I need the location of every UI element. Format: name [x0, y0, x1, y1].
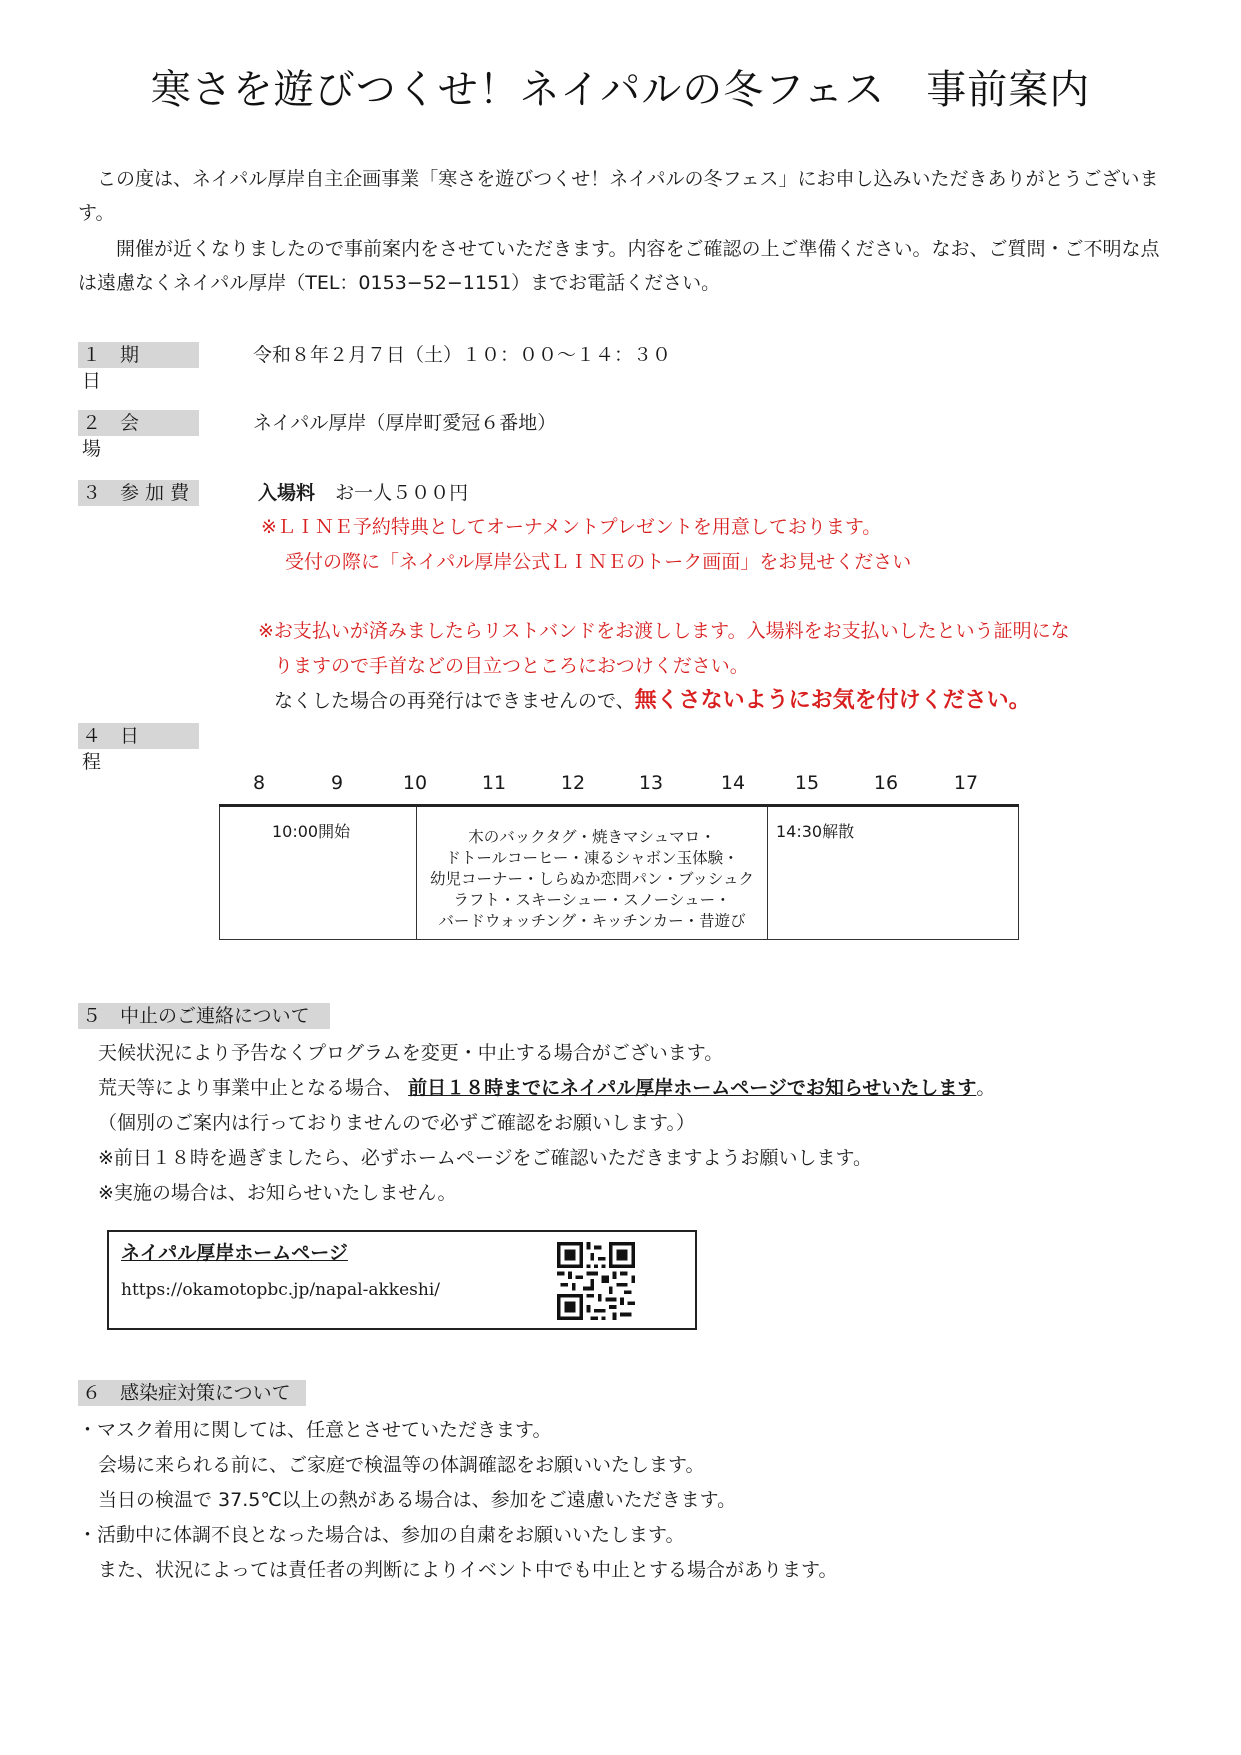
fee-note-line-5 — [274, 686, 1031, 716]
cancel-line-5: ※実施の場合は、お知らせいたしません。 — [98, 1182, 457, 1204]
homepage-url-link[interactable]: https://okamotopbc.jp/napal-akkeshi/ — [121, 1280, 440, 1300]
cancel-line-1: 天候状況により予告なくプログラムを変更・中止する場合がございます。 — [98, 1042, 724, 1064]
activity-line: ラフト・スキーシュー・スノーシュー・ — [453, 891, 731, 909]
schedule-table — [219, 772, 1019, 942]
cancel-line-2 — [98, 1073, 995, 1103]
hour-label: 17 — [953, 772, 979, 794]
fee-line — [258, 480, 468, 506]
schedule-cell-end — [767, 807, 1019, 940]
fee-note-5-text: なくした場合の再発行はできませんので、 — [274, 690, 635, 712]
activity-line: 木のバックタグ・焼きマシュマロ・ — [468, 828, 716, 846]
fee-note-line-4: りますので手首などの目立つところにおつけください。 — [274, 655, 749, 677]
fee-note-line-1: ※ＬＩＮＥ予約特典としてオーナメントプレゼントを用意しております。 — [261, 516, 882, 538]
infection-line-3: 当日の検温で 37.5℃以上の熱がある場合は、参加をご遠慮いただきます。 — [98, 1489, 737, 1511]
date-value: 令和８年２月７日（土）１０：００〜１４：３０ — [253, 344, 672, 366]
hour-label: 8 — [252, 772, 266, 794]
cancel-line-4: ※前日１８時を過ぎましたら、必ずホームページをご確認いただきますようお願いします。 — [98, 1147, 873, 1169]
intro-paragraph-2: 開催が近くなりましたので事前案内をさせていただきます。内容をご確認の上ご準備ください。なお、ご質問・ご不明な点は遠慮なくネイパル厚岸（TEL：0153−52−1151）までお電話ください。 — [78, 238, 1160, 294]
cancel-line-3: （個別のご案内は行っておりませんので必ずご確認をお願いします。） — [98, 1112, 695, 1134]
cancel-line-2-period: 。 — [976, 1077, 996, 1099]
infection-line-5: また、状況によっては責任者の判断によりイベント中でも中止とする場合があります。 — [98, 1559, 838, 1581]
hour-label: 12 — [560, 772, 586, 794]
section-label-fee: ３ 参 加 費 — [78, 480, 199, 506]
activity-line: 幼児コーナー・しらぬか恋問パン・ブッシュク — [429, 870, 755, 888]
fee-note-5-emphasis: 無くさないようにお気を付けください。 — [634, 688, 1031, 713]
schedule-cell-start — [219, 807, 417, 940]
page-title: 寒さを遊びつくせ！ネイパルの冬フェス 事前案内 — [150, 67, 1091, 113]
infection-line-1: ・マスク着用に関しては、任意とさせていただきます。 — [78, 1419, 552, 1441]
section-label-cancel: ５ 中止のご連絡について — [78, 1003, 330, 1029]
activity-line: バードウォッチング・キッチンカー・昔遊び — [438, 912, 746, 930]
qr-code-icon[interactable] — [557, 1242, 635, 1320]
hour-label: 15 — [794, 772, 820, 794]
homepage-box — [107, 1230, 697, 1330]
hour-label: 11 — [481, 772, 507, 794]
infection-line-4: ・活動中に体調不良となった場合は、参加の自粛をお願いいたします。 — [78, 1524, 685, 1546]
schedule-cell-activities — [416, 807, 768, 940]
fee-note-line-2: 受付の際に「ネイパル厚岸公式ＬＩＮＥのトーク画面」をお見せください — [285, 551, 912, 573]
fee-name: 入場料 — [258, 482, 316, 504]
infection-line-2: 会場に来られる前に、ご家庭で検温等の体調確認をお願いいたします。 — [98, 1454, 705, 1476]
cancel-line-2-emphasis: 前日１８時までにネイパル厚岸ホームページでお知らせいたします — [408, 1077, 977, 1099]
schedule-end-text: 14:30解散 — [776, 822, 855, 841]
intro-paragraph-1: この度は、ネイパル厚岸自主企画事業「寒さを遊びつくせ！ネイパルの冬フェス」にお申し込みいただきありがとうございます。 — [78, 168, 1159, 224]
hour-label: 9 — [330, 772, 344, 794]
hour-label: 10 — [402, 772, 428, 794]
fee-note-line-3: ※お支払いが済みましたらリストバンドをお渡しします。入場料をお支払いしたという証明にな — [258, 620, 1070, 642]
hour-label: 13 — [638, 772, 664, 794]
cancel-line-2-text: 荒天等により事業中止となる場合、 — [98, 1077, 403, 1099]
section-label-date: １ 期 日 — [78, 342, 199, 368]
homepage-title: ネイパル厚岸ホームページ — [121, 1242, 348, 1264]
venue-value: ネイパル厚岸（厚岸町愛冠６番地） — [253, 412, 557, 434]
section-label-venue: ２ 会 場 — [78, 410, 199, 436]
hour-label: 16 — [873, 772, 899, 794]
schedule-start-text: 10:00開始 — [272, 822, 351, 841]
section-label-schedule: ４ 日 程 — [78, 723, 199, 749]
fee-value: お一人５００円 — [335, 482, 469, 504]
activity-line: ドトールコーヒー・凍るシャボン玉体験・ — [445, 849, 739, 867]
hour-label: 14 — [720, 772, 746, 794]
section-label-infection: ６ 感染症対策について — [78, 1380, 306, 1406]
